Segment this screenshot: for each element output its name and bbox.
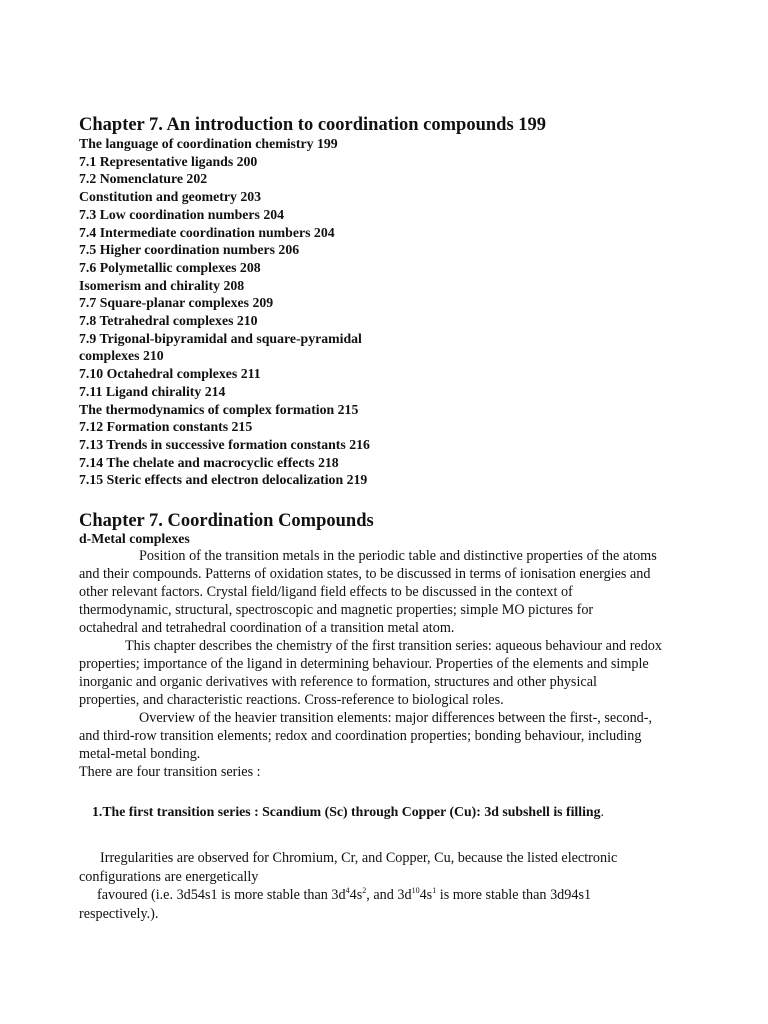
toc-entry: 7.4 Intermediate coordination numbers 204 (79, 224, 335, 240)
paragraph-line: and third-row transition elements; redox and coordination properties; bonding behaviour, including (79, 727, 642, 744)
toc-entry: 7.7 Square-planar complexes 209 (79, 295, 274, 311)
toc-entry: The thermodynamics of complex formation 215 (79, 401, 359, 417)
series-1-period: . (600, 804, 604, 819)
paragraph-line: and their compounds. Patterns of oxidation states, to be discussed in terms of ionisation energies and (79, 565, 651, 582)
superscript: 2 (362, 886, 367, 895)
toc-entry: 7.11 Ligand chirality 214 (79, 383, 226, 399)
paragraph-line: This chapter describes the chemistry of the first transition series: aqueous behaviour and redox (125, 638, 662, 654)
paragraph-line: other relevant factors. Crystal field/ligand field effects to be discussed in the context of (79, 583, 573, 600)
section-title: Chapter 7. Coordination Compounds (79, 511, 374, 531)
toc-entry: 7.8 Tetrahedral complexes 210 (79, 313, 258, 329)
toc-entry: 7.2 Nomenclature 202 (79, 171, 208, 187)
paragraph-heavier-elements (79, 710, 699, 782)
toc-entry: complexes 210 (79, 348, 164, 364)
toc-entry: 7.9 Trigonal-bipyramidal and square-pyramidal (79, 330, 362, 346)
electron-configuration-line (79, 886, 699, 905)
paragraph-line: Position of the transition metals in the periodic table and distinctive properties of the atoms (139, 548, 657, 564)
section-subtitle: d-Metal complexes (79, 531, 190, 546)
paragraph-line: There are four transition series : (79, 763, 261, 780)
toc-entry: 7.3 Low coordination numbers 204 (79, 206, 285, 222)
paragraph-irregularities (79, 849, 699, 923)
toc-entry: 7.15 Steric effects and electron delocalization 219 (79, 472, 368, 488)
toc-entry: 7.1 Representative ligands 200 (79, 153, 258, 169)
toc-entry: Constitution and geometry 203 (79, 189, 262, 205)
paragraph-first-series (79, 638, 699, 710)
paragraph-line: thermodynamic, structural, spectroscopic and magnetic properties; simple MO pictures for (79, 601, 594, 618)
toc-entry: 7.13 Trends in successive formation constants 216 (79, 436, 370, 452)
toc-entry: Isomerism and chirality 208 (79, 277, 245, 293)
toc-entry: 7.10 Octahedral complexes 211 (79, 366, 261, 382)
superscript: 4 (345, 886, 350, 895)
toc-entry: 7.5 Higher coordination numbers 206 (79, 242, 300, 258)
text-fragment: is more stable than 3d94s1 (436, 887, 592, 903)
toc-list (79, 135, 370, 489)
series-1-text: 1.The first transition series : Scandium (Sc) through Copper (Cu): 3d subshell is filling (92, 804, 601, 819)
paragraph-line: properties; importance of the ligand in determining behaviour. Properties of the elements and simple (79, 655, 649, 672)
paragraph-transition-metals (79, 548, 699, 638)
superscript: 10 (411, 886, 420, 895)
paragraph-line: Overview of the heavier transition elements: major differences between the first-, second-, (139, 710, 653, 726)
toc-entry: The language of coordination chemistry 199 (79, 136, 338, 151)
toc-entry: 7.12 Formation constants 215 (79, 419, 253, 435)
paragraph-line: properties, and characteristic reactions. Cross-reference to biological roles. (79, 691, 504, 708)
paragraph-line: respectively.). (79, 905, 159, 922)
paragraph-line: octahedral and tetrahedral coordination of a transition metal atom. (79, 619, 455, 636)
text-fragment: favoured (i.e. 3d54s1 is more stable than 3d (97, 887, 346, 903)
superscript: 1 (432, 886, 437, 895)
text-fragment: 4s (419, 887, 433, 903)
series-1-heading (92, 803, 604, 821)
toc-entry: 7.6 Polymetallic complexes 208 (79, 259, 261, 275)
paragraph-line: configurations are energetically (79, 868, 259, 885)
paragraph-line: metal-metal bonding. (79, 745, 201, 762)
text-fragment: , and 3d (366, 887, 412, 903)
text-fragment: 4s (349, 887, 363, 903)
paragraph-line: inorganic and organic derivatives with reference to formation, structures and other physical (79, 673, 597, 690)
toc-entry: 7.14 The chelate and macrocyclic effects 218 (79, 454, 339, 470)
paragraph-line: Irregularities are observed for Chromium, Cr, and Copper, Cu, because the listed electronic (100, 850, 618, 866)
toc-title: Chapter 7. An introduction to coordination compounds 199 (79, 115, 547, 135)
